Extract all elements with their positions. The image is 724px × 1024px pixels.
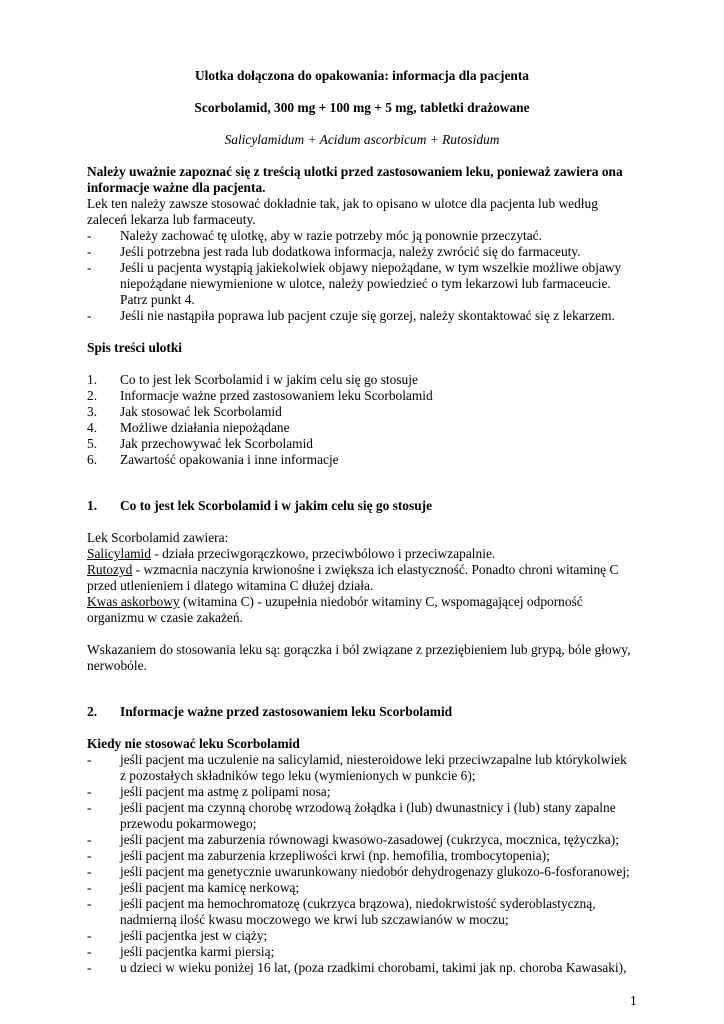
usage-text-line-2: zaleceń lekarza lub farmaceuty. (87, 212, 256, 227)
page-number: 1 (630, 993, 637, 1008)
toc-item: Informacje ważne przed zastosowaniem leku Scorbolamid (120, 388, 433, 403)
rutozyd-line-2: przed utlenieniem i dlatego witamina C dłużej działa. (87, 578, 374, 593)
kwas-line-2: organizmu w czasie zakażeń. (87, 610, 243, 625)
rutozyd-desc: - wzmacnia naczynia krwionośne i zwiększa ich elastyczność. Ponadto chroni witaminę C (132, 562, 619, 577)
bullet-dash: - (87, 928, 92, 943)
kwas-desc: (witamina C) - uzupełnia niedobór witaminy C, wspomagającej odporność (179, 594, 583, 609)
warning-text-line-2: informacje ważne dla pacjenta. (87, 180, 266, 195)
active-substances: Salicylamidum + Acidum ascorbicum + Rutosidum (224, 132, 500, 147)
bullet-dash: - (87, 244, 92, 259)
bullet-dash: - (87, 880, 92, 895)
toc-item-number: 1. (87, 372, 98, 387)
usage-text-line-1: Lek ten należy zawsze stosować dokładnie tak, jak to opisano w ulotce dla pacjenta lub według (87, 196, 598, 211)
toc-item-number: 2. (87, 388, 98, 403)
toc-item: Jak przechowywać lek Scorbolamid (120, 436, 313, 451)
toc-item: Co to jest lek Scorbolamid i w jakim celu się go stosuje (120, 372, 418, 387)
intro-bullet-1: Należy zachować tę ulotkę, aby w razie potrzeby móc ją ponownie przeczytać. (120, 228, 542, 243)
toc-item: Jak stosować lek Scorbolamid (120, 404, 282, 419)
intro-bullet-2: Jeśli potrzebna jest rada lub dodatkowa informacja, należy zwrócić się do farmaceuty. (120, 244, 581, 259)
contains-text: Lek Scorbolamid zawiera: (87, 530, 229, 545)
salicylamid-term: Salicylamid (87, 546, 151, 561)
bullet-dash: - (87, 800, 92, 815)
section-2-heading: Informacje ważne przed zastosowaniem leku Scorbolamid (120, 704, 453, 719)
toc-item: Możliwe działania niepożądane (120, 420, 290, 435)
salicylamid-desc: - działa przeciwgorączkowo, przeciwbólowo i przeciwzapalnie. (150, 546, 496, 561)
bullet-dash: - (87, 228, 92, 243)
kwas-line (87, 593, 583, 610)
contraindication-1-line-2: z pozostałych składników tego leku (wymienionych w punkcie 6); (120, 768, 476, 783)
bullet-dash: - (87, 896, 92, 911)
rutozyd-line (87, 561, 618, 578)
bullet-dash: - (87, 260, 92, 275)
bullet-dash: - (87, 752, 92, 767)
leaflet-title: Ulotka dołączona do opakowania: informacja dla pacjenta (194, 68, 530, 83)
contraindication-8-line-2: nadmierną ilość kwasu moczowego we krwi lub szczawianów w moczu; (120, 912, 509, 927)
salicylamid-line (87, 545, 495, 562)
contraindication-8-line-1: jeśli pacjent ma hemochromatozę (cukrzyca brązowa), niedokrwistość syderoblastyczną, (120, 896, 596, 911)
contraindication-1-line-1: jeśli pacjent ma uczulenie na salicylamid, niesteroidowe leki przeciwzapalne lub którykolwiek (120, 752, 627, 767)
contraindication-7: jeśli pacjent ma kamicę nerkową; (120, 880, 300, 895)
contraindication-6: jeśli pacjent ma genetycznie uwarunkowany niedobór dehydrogenazy glukozo-6-fosforanowej; (120, 864, 630, 879)
kwas-term: Kwas askorbowy (87, 594, 180, 609)
product-name: Scorbolamid, 300 mg + 100 mg + 5 mg, tabletki drażowane (194, 100, 530, 115)
bullet-dash: - (87, 864, 92, 879)
toc-item-number: 6. (87, 452, 98, 467)
contraindication-2: jeśli pacjent ma astmę z polipami nosa; (120, 784, 331, 799)
bullet-dash: - (87, 308, 92, 323)
indications-line-2: nerwobóle. (87, 658, 147, 673)
toc-heading: Spis treści ulotki (87, 340, 182, 355)
intro-bullet-3-line-1: Jeśli u pacjenta wystąpią jakiekolwiek objawy niepożądane, w tym wszelkie możliwe objawy (120, 260, 622, 275)
contraindication-3-line-1: jeśli pacjent ma czynną chorobę wrzodową żołądka i (lub) dwunastnicy i (lub) stany zapalne (120, 800, 616, 815)
indications-line-1: Wskazaniem do stosowania leku są: gorączka i ból związane z przeziębieniem lub grypą, bóle głowy, (87, 642, 631, 657)
toc-item: Zawartość opakowania i inne informacje (120, 452, 339, 467)
section-1-number: 1. (87, 498, 98, 513)
toc-item-number: 5. (87, 436, 98, 451)
intro-bullet-4: Jeśli nie nastąpiła poprawa lub pacjent czuje się gorzej, należy skontaktować się z lekarzem. (120, 308, 615, 323)
contraindication-11: u dzieci w wieku poniżej 16 lat, (poza rzadkimi chorobami, takimi jak np. choroba Kawasaki), (120, 960, 627, 975)
contraindication-4: jeśli pacjent ma zaburzenia równowagi kwasowo-zasadowej (cukrzyca, mocznica, tężyczka); (120, 832, 619, 847)
contraindication-5: jeśli pacjent ma zaburzenia krzepliwości krwi (np. hemofilia, trombocytopenia); (120, 848, 550, 863)
intro-bullet-3-line-3: Patrz punkt 4. (120, 292, 195, 307)
contraindication-10: jeśli pacjentka karmi piersią; (120, 944, 275, 959)
warning-text-line-1: Należy uważnie zapoznać się z treścią ulotki przed zastosowaniem leku, ponieważ zawiera ona (87, 164, 623, 179)
section-1-heading: Co to jest lek Scorbolamid i w jakim celu się go stosuje (120, 498, 433, 513)
rutozyd-term: Rutozyd (87, 562, 133, 577)
contraindications-heading: Kiedy nie stosować leku Scorbolamid (87, 736, 300, 751)
bullet-dash: - (87, 784, 92, 799)
section-2-number: 2. (87, 704, 98, 719)
bullet-dash: - (87, 960, 92, 975)
contraindication-9: jeśli pacjentka jest w ciąży; (120, 928, 268, 943)
bullet-dash: - (87, 944, 92, 959)
contraindication-3-line-2: przewodu pokarmowego; (120, 816, 257, 831)
bullet-dash: - (87, 832, 92, 847)
toc-item-number: 3. (87, 404, 98, 419)
intro-bullet-3-line-2: niepożądane niewymienione w ulotce, należy powiedzieć o tym lekarzowi lub farmaceucie. (120, 276, 611, 291)
toc-item-number: 4. (87, 420, 98, 435)
bullet-dash: - (87, 848, 92, 863)
